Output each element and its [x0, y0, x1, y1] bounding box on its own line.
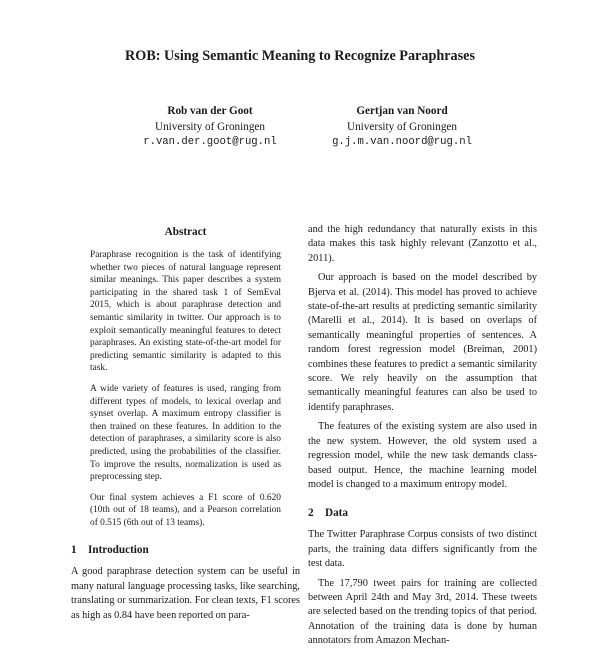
right-column [308, 223, 537, 654]
section-title: Introduction [88, 544, 149, 557]
author-block-2 [282, 104, 522, 151]
section-number: 1 [71, 544, 77, 557]
abstract-heading: Abstract [164, 226, 207, 238]
body-paragraph: and the high redundancy that naturally exists in this data makes this task highly relevant (Zanzotto et al., 2011). [308, 224, 537, 264]
abstract-paragraph: Our final system achieves a F1 score of 0.620 (10th out of 18 teams), and a Pearson correlation of 0.515 (6th out of 13 teams). [90, 492, 281, 528]
abstract-paragraph: A wide variety of features is used, ranging from different types of models, to lexical overlap and synset overlap. A maximum entropy classifier is then trained on these features. In addition to the detection of paraphrases, a similarity score is also predicted, using the probabilities of the classifier. To improve the results, normalization is used as preprocessing step. [90, 383, 281, 483]
author-name: Rob van der Goot [167, 105, 253, 117]
body-paragraph: The features of the existing system are also used in the new system. However, the old system used a regression model, while the new task demands class-based output. Hence, the machine learning model model is changed to a maximum entropy model. [308, 421, 537, 490]
body-paragraph: The Twitter Paraphrase Corpus consists of two distinct parts, the training data differs significantly from the test data. [308, 529, 537, 570]
author-affiliation: University of Groningen [155, 120, 265, 133]
paper-title: ROB: Using Semantic Meaning to Recognize Paraphrases [125, 48, 475, 64]
author-name: Gertjan van Noord [356, 105, 448, 117]
author-email: g.j.m.van.noord@rug.nl [332, 136, 472, 148]
section-number: 2 [308, 507, 314, 520]
author-affiliation: University of Groningen [347, 120, 457, 133]
section-title: Data [325, 507, 348, 520]
section-heading-introduction [71, 543, 300, 557]
section-heading-data [308, 506, 537, 520]
author-email: r.van.der.goot@rug.nl [143, 136, 277, 148]
introduction-paragraph: A good paraphrase detection system can be useful in many natural language processing tasks, like searching, translating or summarization. For clean texts, F1 scores as high as 0.84 have been reported on para- [71, 566, 300, 621]
left-column [71, 225, 300, 628]
abstract-paragraph: Paraphrase recognition is the task of identifying whether two pieces of natural language represent similar meanings. This paper describes a system participating in the shared task 1 of SemEval 2015, which is about paraphrase detection and semantic similarity in twitter. Our approach is to exploit semantically meaningful features to detect paraphrases. An existing state-of-the-art model for predicting semantic similarity is adapted to this task. [90, 250, 281, 374]
body-paragraph: Our approach is based on the model described by Bjerva et al. (2014). This model has proved to achieve state-of-the-art results at predicting semantic similarity (Marelli et al., 2014). It is based on overlaps of semantically meaningful properties of sentences. A random forest regression model (Breiman, 2001) combines these features to predict a semantic similarity score. We rely heavily on the assumption that semantically meaningful features can also be used to identify paraphrases. [308, 272, 537, 413]
body-paragraph: The 17,790 tweet pairs for training are collected between April 24th and May 3rd, 2014. These tweets are selected based on the trending topics of that period. Annotation of the training data is done by human annotators from Amazon Mechan- [308, 577, 537, 647]
